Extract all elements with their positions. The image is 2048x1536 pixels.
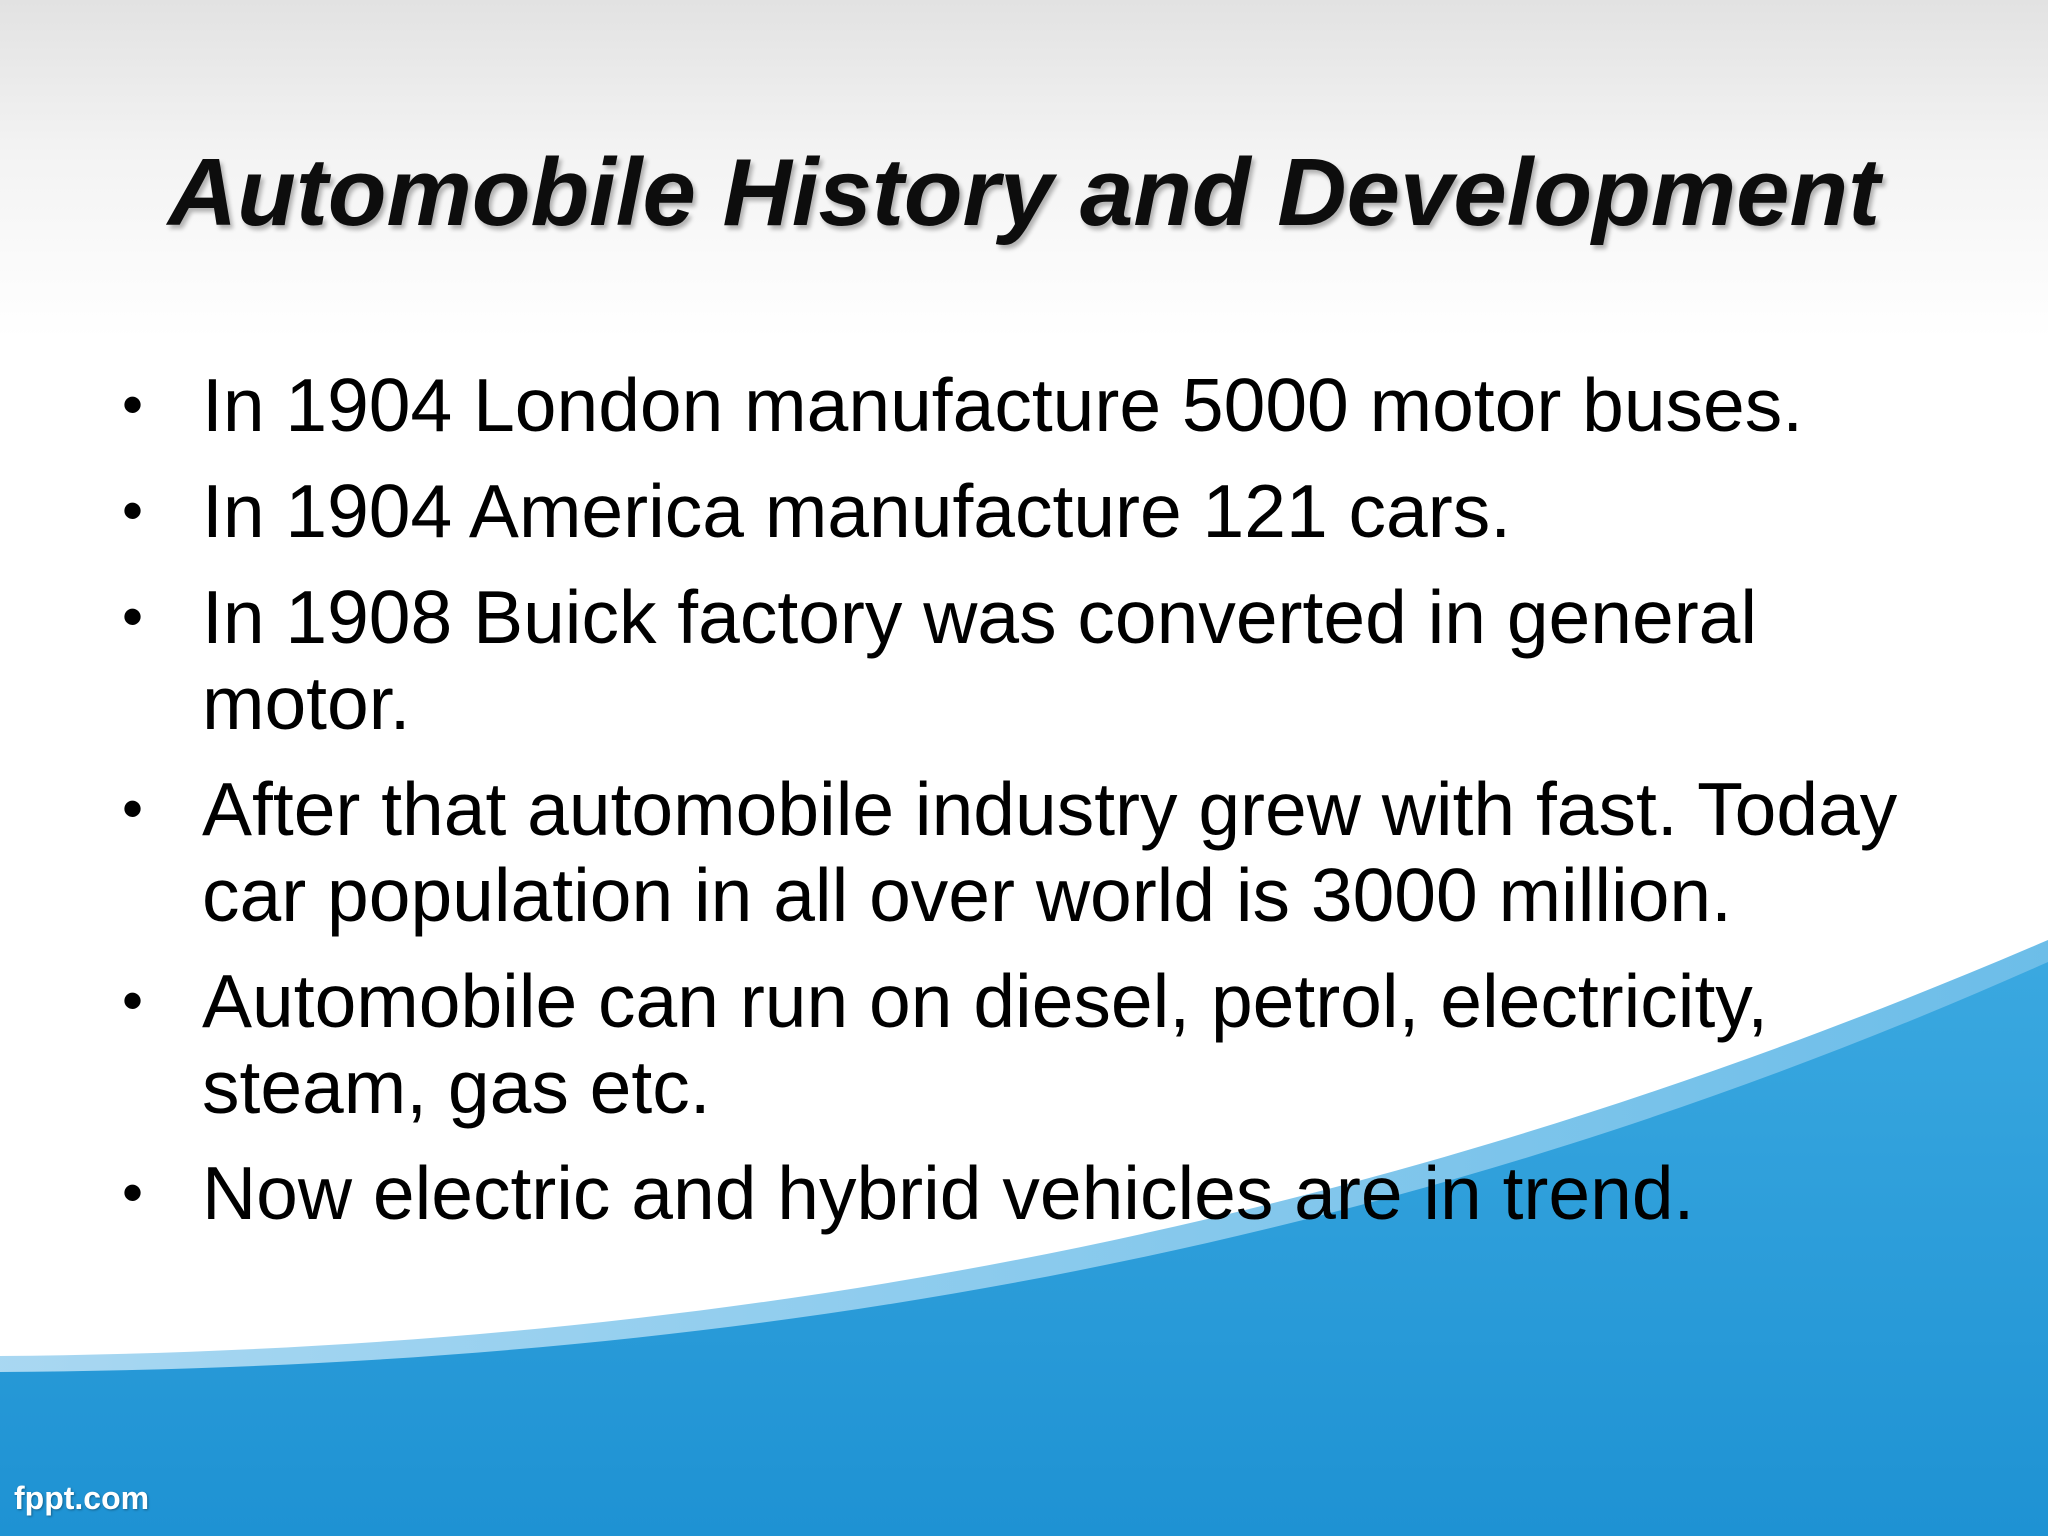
bullet-icon: • <box>122 1159 144 1226</box>
list-item <box>118 958 1948 1130</box>
bullet-text: Automobile can run on diesel, petrol, electricity, steam, gas etc. <box>202 959 1769 1129</box>
list-item <box>118 1150 1948 1236</box>
bullet-text: Now electric and hybrid vehicles are in trend. <box>202 1151 1695 1235</box>
bullet-text: In 1908 Buick factory was converted in general motor. <box>202 575 1758 745</box>
bullet-text: After that automobile industry grew with fast. Today car population in all over world is 3000 million. <box>202 767 1898 937</box>
bullet-icon: • <box>122 967 144 1034</box>
slide-title: Automobile History and Development <box>167 139 1881 246</box>
bullet-text: In 1904 London manufacture 5000 motor buses. <box>202 363 1804 447</box>
bullet-icon: • <box>122 583 144 650</box>
bullet-list <box>118 362 1948 1256</box>
list-item <box>118 362 1948 448</box>
bullet-icon: • <box>122 477 144 544</box>
bullet-icon: • <box>122 371 144 438</box>
bullet-icon: • <box>122 775 144 842</box>
list-item <box>118 766 1948 938</box>
list-item <box>118 574 1948 746</box>
footer-logo: fppt.com <box>14 1480 150 1516</box>
list-item <box>118 468 1948 554</box>
bullet-text: In 1904 America manufacture 121 cars. <box>202 469 1512 553</box>
